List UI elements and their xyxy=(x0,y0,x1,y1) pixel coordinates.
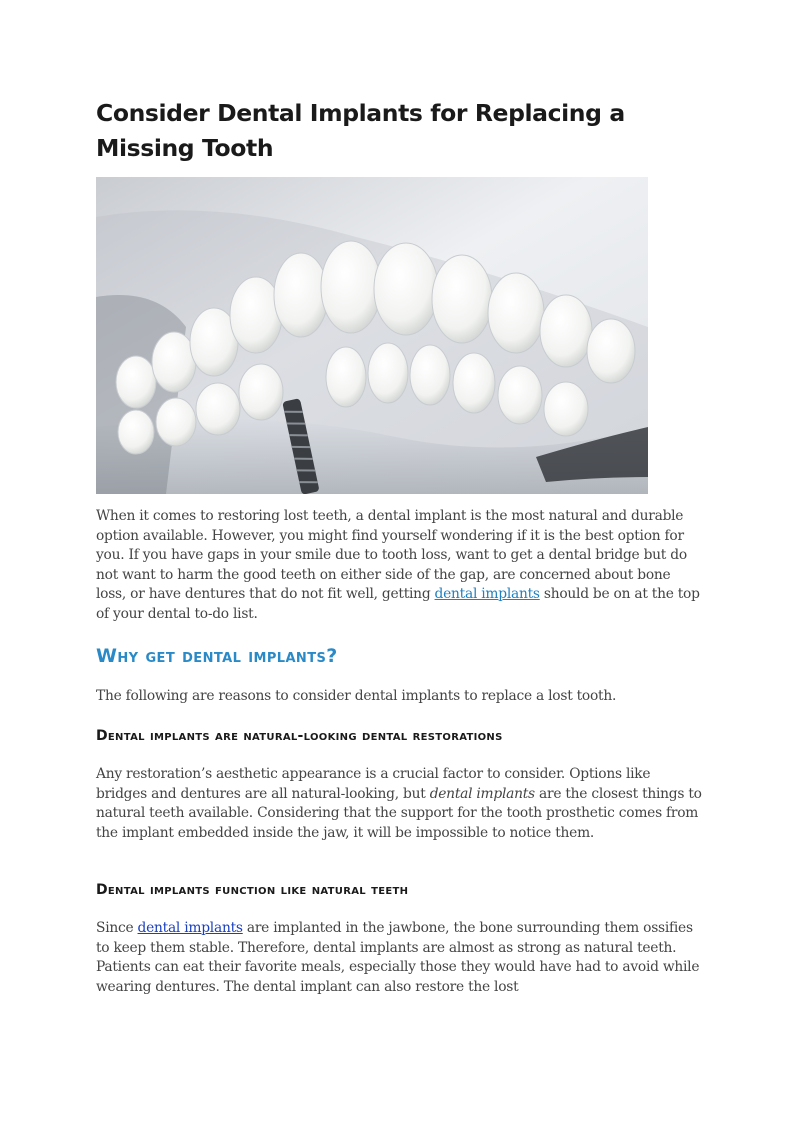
dental-implant-model-photo xyxy=(96,177,648,494)
function-text-end: are implanted in the jawbone, the bone surrounding them ossifies to keep them stable. Therefore, dental implants are almost as strong as natural teeth. Patients can eat their favorite meals, especially those they would have had to avoid while wearing dentures. The dental implant can also restore the lost xyxy=(96,920,700,995)
subheading-natural-looking: Dental implants are natural-looking dental restorations xyxy=(96,728,503,744)
dental-implants-link-2[interactable]: dental implants xyxy=(137,920,243,936)
section-heading-why-implants: Why get dental implants? xyxy=(96,645,338,667)
dental-implants-emphasis: dental implants xyxy=(429,785,535,802)
subheading-function: Dental implants function like natural teeth xyxy=(96,882,409,898)
natural-looking-text-start: Any restoration’s aesthetic appearance is a crucial factor to consider. Options like bridges and dentures are all natural-looking, but xyxy=(96,766,651,802)
function-paragraph xyxy=(96,919,702,997)
intro-text-start: When it comes to restoring lost teeth, a dental implant is the most natural and durable option available. However, you might find yourself wondering if it is the best option for you. If you have gaps in your smile due to tooth loss, want to get a dental bridge but do not want to harm the good teeth on either side of the gap, are concerned about bone loss, or have dentures that do not fit well, getting xyxy=(96,508,687,602)
intro-paragraph xyxy=(96,507,702,624)
function-text-start: Since xyxy=(96,920,138,936)
section-intro-paragraph: The following are reasons to consider dental implants to replace a lost tooth. xyxy=(96,688,617,704)
intro-text-end: should be on at the top of your dental to-do list. xyxy=(96,586,700,622)
teeth-model-icon xyxy=(96,177,648,494)
natural-looking-paragraph xyxy=(96,765,702,843)
natural-looking-text-end: are the closest things to natural teeth available. Considering that the support for the tooth prosthetic comes from the implant embedded inside the jaw, it will be impossible to notice them. xyxy=(96,785,702,841)
page-title: Consider Dental Implants for Replacing a Missing Tooth xyxy=(96,99,625,162)
dental-implants-link[interactable]: dental implants xyxy=(434,586,540,602)
